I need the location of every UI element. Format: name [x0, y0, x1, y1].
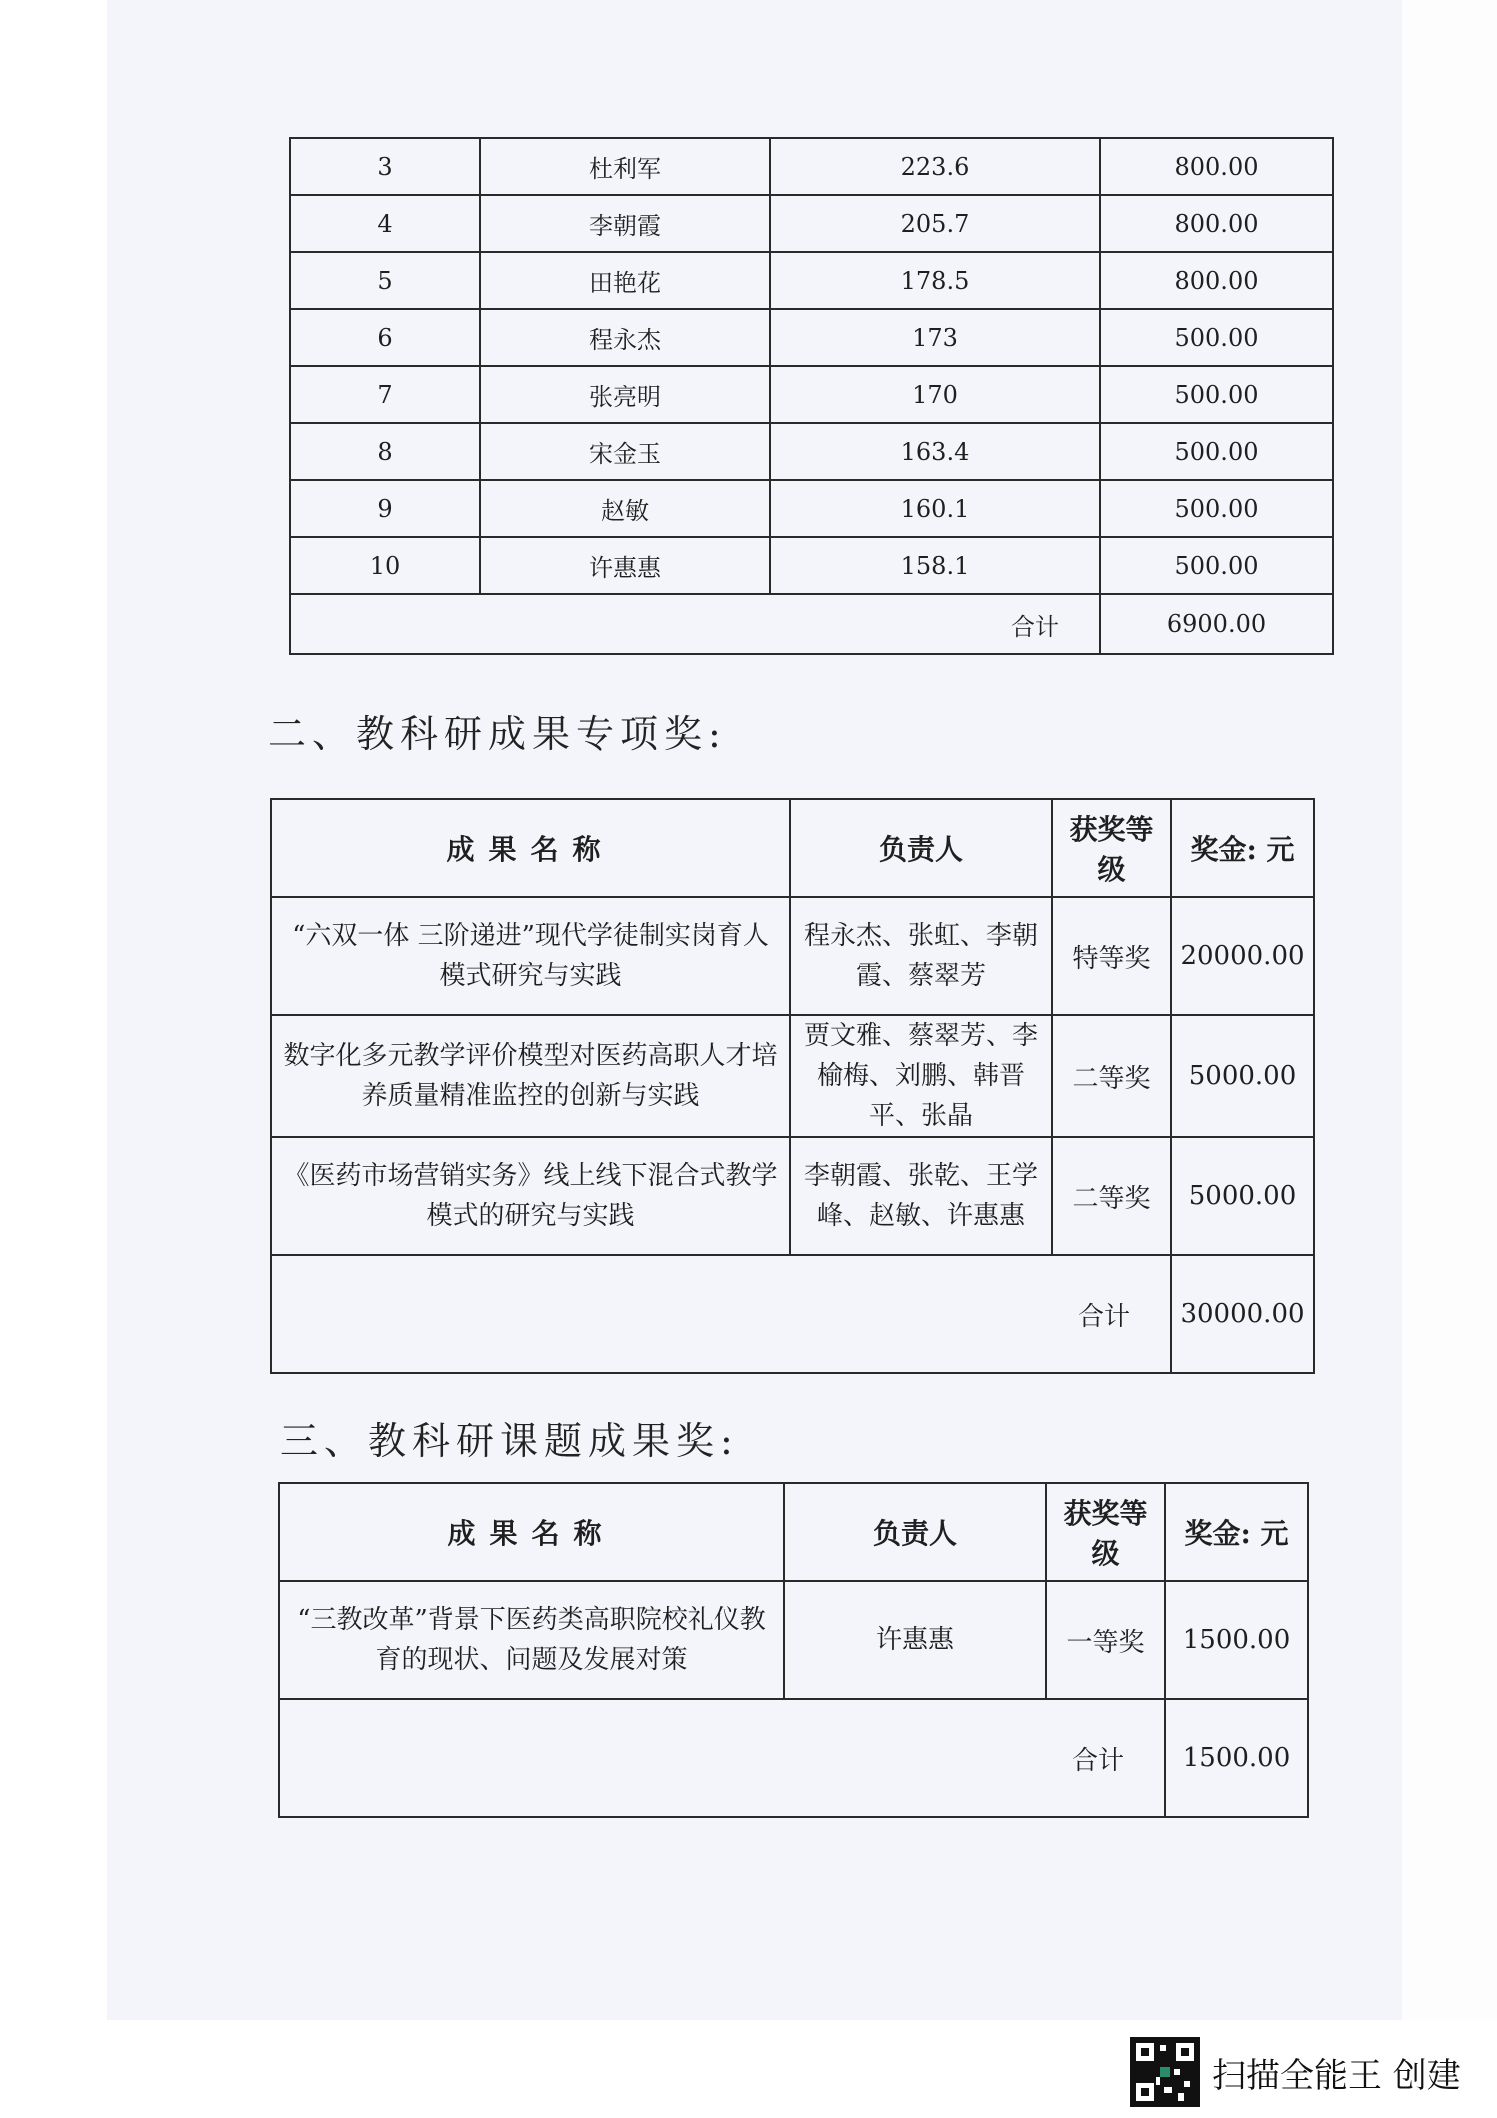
row-number: 3 — [290, 138, 480, 195]
total-row — [271, 1255, 1314, 1373]
person-name: 杜利军 — [480, 138, 770, 195]
row-number: 7 — [290, 366, 480, 423]
person-name: 张亮明 — [480, 366, 770, 423]
achievement-name: 数字化多元教学评价模型对医药高职人才培养质量精准监控的创新与实践 — [271, 1015, 790, 1137]
table-row — [290, 423, 1333, 480]
table-row — [290, 366, 1333, 423]
table-row — [290, 138, 1333, 195]
total-value: 1500.00 — [1165, 1699, 1308, 1817]
award-level: 特等奖 — [1052, 897, 1171, 1015]
person-name: 田艳花 — [480, 252, 770, 309]
bonus-table-3 — [278, 1482, 1309, 1818]
score: 178.5 — [770, 252, 1100, 309]
score: 223.6 — [770, 138, 1100, 195]
header-row — [271, 799, 1314, 897]
amount: 20000.00 — [1171, 897, 1314, 1015]
amount: 800.00 — [1100, 252, 1333, 309]
amount: 500.00 — [1100, 480, 1333, 537]
score: 163.4 — [770, 423, 1100, 480]
section-title-2: 二、教科研成果专项奖: — [268, 712, 727, 756]
qr-code-icon — [1130, 2037, 1200, 2107]
amount: 500.00 — [1100, 423, 1333, 480]
amount: 5000.00 — [1171, 1015, 1314, 1137]
responsible-person: 程永杰、张虹、李朝霞、蔡翠芳 — [790, 897, 1052, 1015]
section-title-3: 三、教科研课题成果奖: — [280, 1419, 739, 1463]
bonus-table-1 — [289, 137, 1334, 655]
row-number: 4 — [290, 195, 480, 252]
amount: 1500.00 — [1165, 1581, 1308, 1699]
row-number: 5 — [290, 252, 480, 309]
total-value: 30000.00 — [1171, 1255, 1314, 1373]
amount: 500.00 — [1100, 309, 1333, 366]
person-name: 程永杰 — [480, 309, 770, 366]
table-row — [290, 537, 1333, 594]
header-level: 获奖等级 — [1052, 799, 1171, 897]
total-label: 合计 — [271, 1255, 1171, 1373]
achievement-name: 《医药市场营销实务》线上线下混合式教学模式的研究与实践 — [271, 1137, 790, 1255]
total-value: 6900.00 — [1100, 594, 1333, 654]
table-row — [290, 309, 1333, 366]
responsible-person: 李朝霞、张乾、王学峰、赵敏、许惠惠 — [790, 1137, 1052, 1255]
amount: 500.00 — [1100, 537, 1333, 594]
score: 158.1 — [770, 537, 1100, 594]
scanner-watermark — [1130, 2037, 1461, 2107]
header-name: 成果名称 — [279, 1483, 784, 1581]
person-name: 许惠惠 — [480, 537, 770, 594]
person-name: 赵敏 — [480, 480, 770, 537]
row-number: 8 — [290, 423, 480, 480]
total-label: 合计 — [290, 594, 1100, 654]
amount: 500.00 — [1100, 366, 1333, 423]
watermark-text: 扫描全能王 创建 — [1212, 2055, 1461, 2096]
responsible-person: 贾文雅、蔡翠芳、李榆梅、刘鹏、韩晋平、张晶 — [790, 1015, 1052, 1137]
row-number: 9 — [290, 480, 480, 537]
header-row — [279, 1483, 1308, 1581]
table-row — [271, 1137, 1314, 1255]
person-name: 李朝霞 — [480, 195, 770, 252]
amount: 5000.00 — [1171, 1137, 1314, 1255]
table-row — [271, 897, 1314, 1015]
bonus-table-2 — [270, 798, 1315, 1374]
score: 170 — [770, 366, 1100, 423]
table-row — [279, 1581, 1308, 1699]
row-number: 6 — [290, 309, 480, 366]
table-row — [271, 1015, 1314, 1137]
responsible-person: 许惠惠 — [784, 1581, 1046, 1699]
amount: 800.00 — [1100, 195, 1333, 252]
header-level: 获奖等级 — [1046, 1483, 1165, 1581]
person-name: 宋金玉 — [480, 423, 770, 480]
header-name: 成果名称 — [271, 799, 790, 897]
page-edge — [1402, 0, 1497, 2020]
score: 205.7 — [770, 195, 1100, 252]
award-level: 一等奖 — [1046, 1581, 1165, 1699]
score: 160.1 — [770, 480, 1100, 537]
total-row — [279, 1699, 1308, 1817]
score: 173 — [770, 309, 1100, 366]
achievement-name: “三教改革”背景下医药类高职院校礼仪教育的现状、问题及发展对策 — [279, 1581, 784, 1699]
header-amount: 奖金: 元 — [1171, 799, 1314, 897]
table-row — [290, 252, 1333, 309]
table-row — [290, 480, 1333, 537]
row-number: 10 — [290, 537, 480, 594]
header-person: 负责人 — [784, 1483, 1046, 1581]
total-row — [290, 594, 1333, 654]
table-row — [290, 195, 1333, 252]
award-level: 二等奖 — [1052, 1137, 1171, 1255]
total-label: 合计 — [279, 1699, 1165, 1817]
header-amount: 奖金: 元 — [1165, 1483, 1308, 1581]
amount: 800.00 — [1100, 138, 1333, 195]
header-person: 负责人 — [790, 799, 1052, 897]
award-level: 二等奖 — [1052, 1015, 1171, 1137]
achievement-name: “六双一体 三阶递进”现代学徒制实岗育人模式研究与实践 — [271, 897, 790, 1015]
